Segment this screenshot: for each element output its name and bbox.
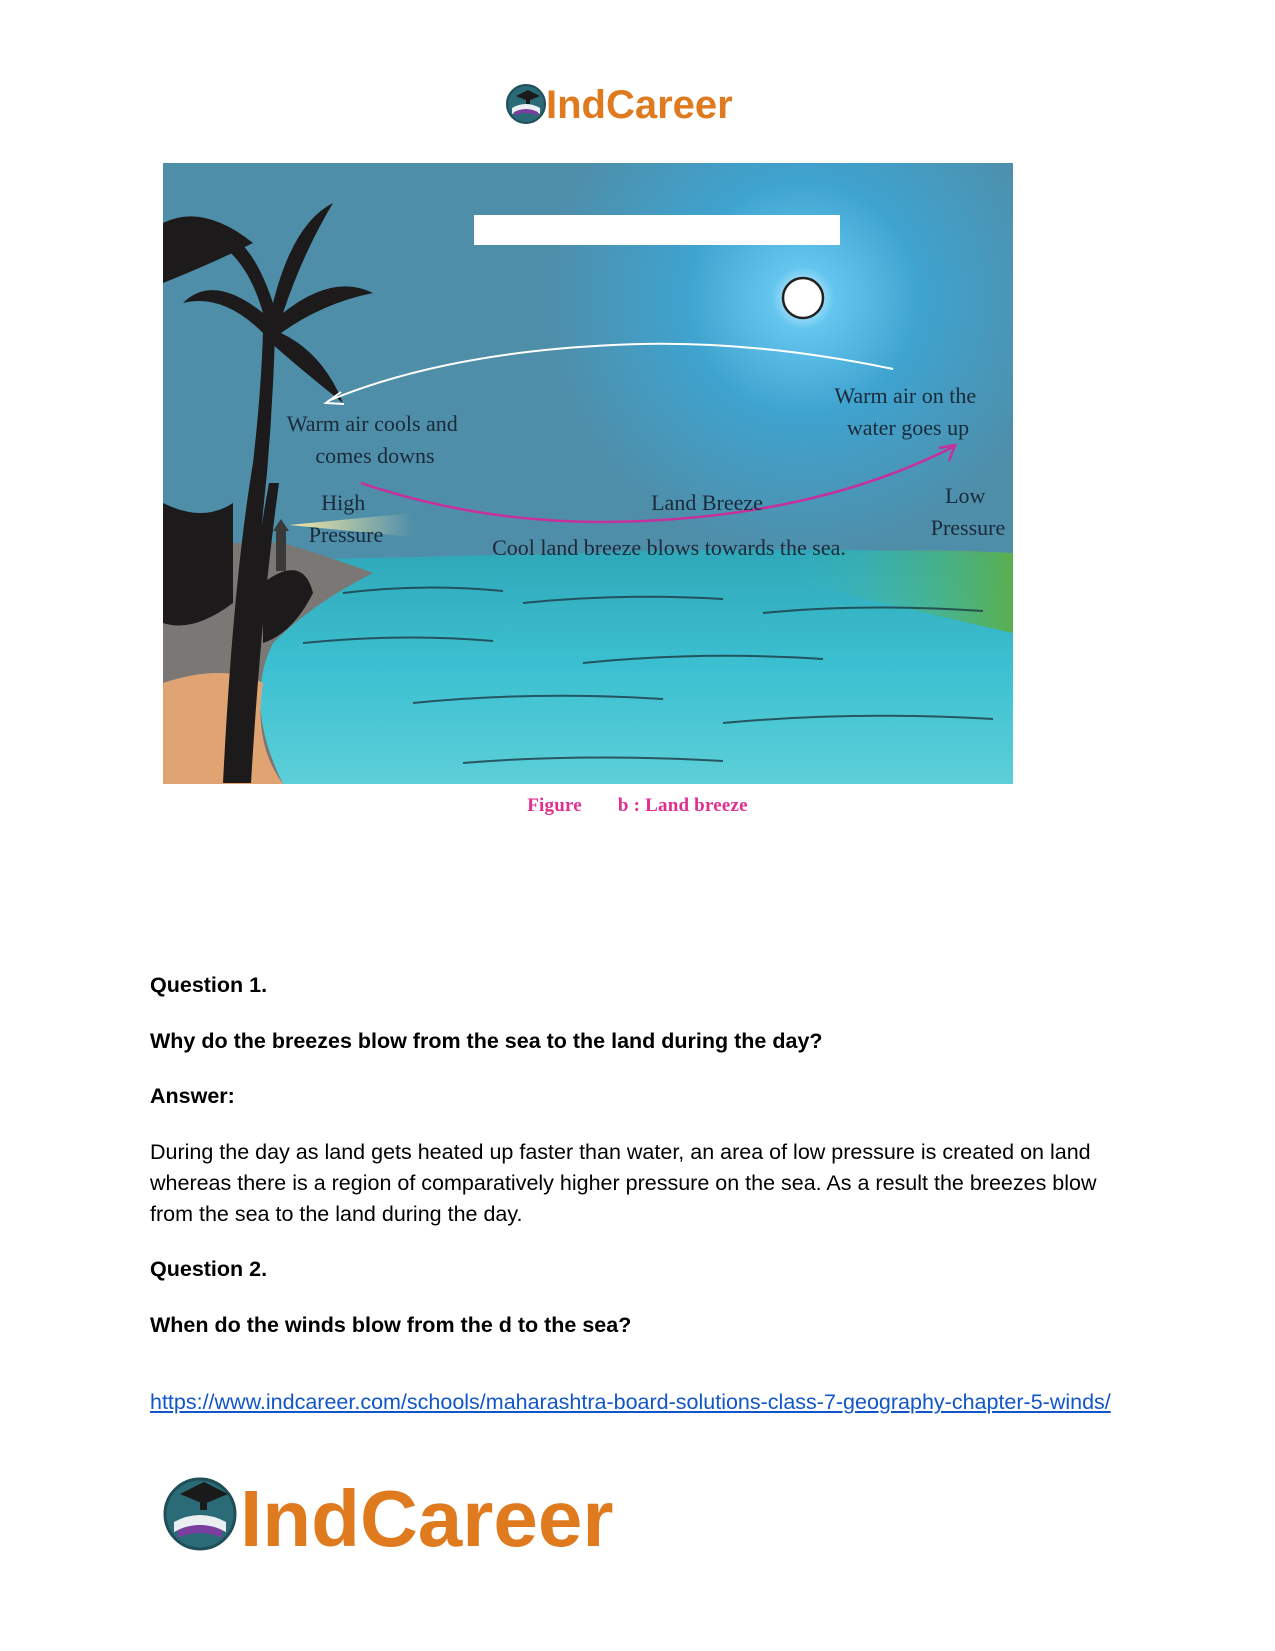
source-link[interactable]: https://www.indcareer.com/schools/maharashtra-board-solutions-class-7-geography-chapter-5-winds/ bbox=[150, 1390, 1111, 1414]
label-land-breeze: Land Breeze bbox=[651, 490, 763, 515]
answer-1-text: During the day as land gets heated up faster than water, an area of low pressure is created on land whereas there is a region of comparatively higher pressure on the sea. As a result the breezes blow from the sea to the land during the day. bbox=[150, 1140, 1097, 1226]
graduation-globe-icon bbox=[165, 1479, 235, 1549]
land-breeze-figure bbox=[163, 163, 1013, 784]
label-cool-breeze: Cool land breeze blows towards the sea. bbox=[492, 535, 846, 560]
footer-logo-text: IndCareer bbox=[240, 1474, 614, 1560]
figure-caption bbox=[0, 795, 1275, 817]
footer-logo bbox=[160, 1470, 700, 1560]
header-logo bbox=[500, 78, 770, 130]
question-1-text: Why do the breezes blow from the sea to the land during the day? bbox=[150, 1029, 823, 1053]
question-2-heading: Question 2. bbox=[150, 1257, 268, 1281]
label-low-pressure-2: Pressure bbox=[930, 515, 1006, 540]
answer-1-label: Answer: bbox=[150, 1084, 235, 1108]
label-high-pressure-2: Pressure bbox=[308, 522, 384, 547]
figure-caption-right: b : Land breeze bbox=[617, 795, 748, 816]
question-2-text: When do the winds blow from the d to the sea? bbox=[150, 1313, 632, 1337]
label-warm-air-cools-2: comes downs bbox=[315, 443, 435, 468]
label-warm-air-cools-1: Warm air cools and bbox=[286, 411, 458, 436]
graduation-globe-icon bbox=[507, 85, 545, 123]
header-logo-text: IndCareer bbox=[546, 83, 733, 127]
question-1-heading: Question 1. bbox=[150, 973, 268, 997]
label-warm-air-water-1: Warm air on the bbox=[834, 383, 977, 408]
question-content bbox=[150, 970, 1140, 1341]
figure-caption-left: Figure bbox=[527, 795, 582, 816]
label-warm-air-water-2: water goes up bbox=[846, 415, 970, 440]
label-low-pressure-1: Low bbox=[945, 483, 986, 508]
label-high-pressure-1: High bbox=[321, 490, 366, 515]
